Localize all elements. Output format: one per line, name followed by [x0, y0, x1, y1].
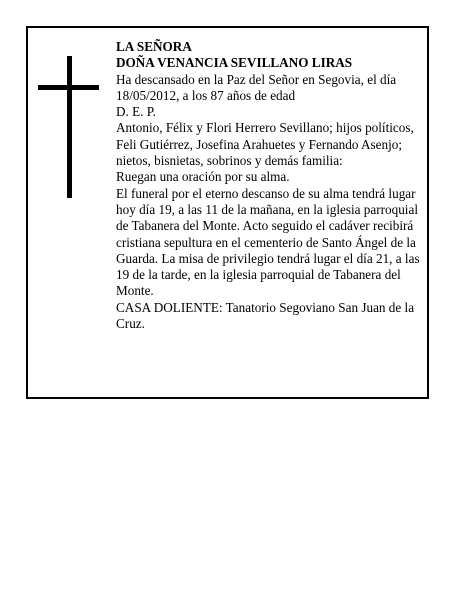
prayer-request: Ruegan una oración por su alma.: [116, 169, 290, 185]
death-statement: Ha descansado en la Paz del Señor en Segovia, el día 18/05/2012, a los 87 años de edad: [116, 71, 397, 103]
cross-horizontal-bar: [38, 85, 99, 90]
cross-vertical-bar: [67, 56, 72, 198]
funeral-info: El funeral por el eterno descanso de su alma tendrá lugar hoy día 19, a las 11 de la mañana, en la iglesia parroquial de Tabanera del Monte. Acto seguido el cadáver recibirá cristiana sepultura en el cementerio de Santo Ángel de la Guarda. La misa de privilegio tendrá lugar el día 21, a las 19 de la tarde, en la iglesia parroquial de Tabanera del Monte.: [116, 185, 420, 299]
deceased-name: DOÑA VENANCIA SEVILLANO LIRAS: [116, 55, 353, 71]
notice-body: [116, 39, 424, 332]
funeral-home: CASA DOLIENTE: Tanatorio Segoviano San Juan de la Cruz.: [116, 299, 415, 332]
rest-in-peace: D. E. P.: [116, 104, 156, 120]
obituary-notice: [26, 26, 429, 399]
notice-title-line-1: LA SEÑORA: [116, 39, 192, 54]
family-list: Antonio, Félix y Flori Herrero Sevillano; hijos políticos, Feli Gutiérrez, Josefina Arahuetes y Fernando Asenjo; nietos, bisnietas, sobrinos y demás familia:: [116, 120, 414, 169]
